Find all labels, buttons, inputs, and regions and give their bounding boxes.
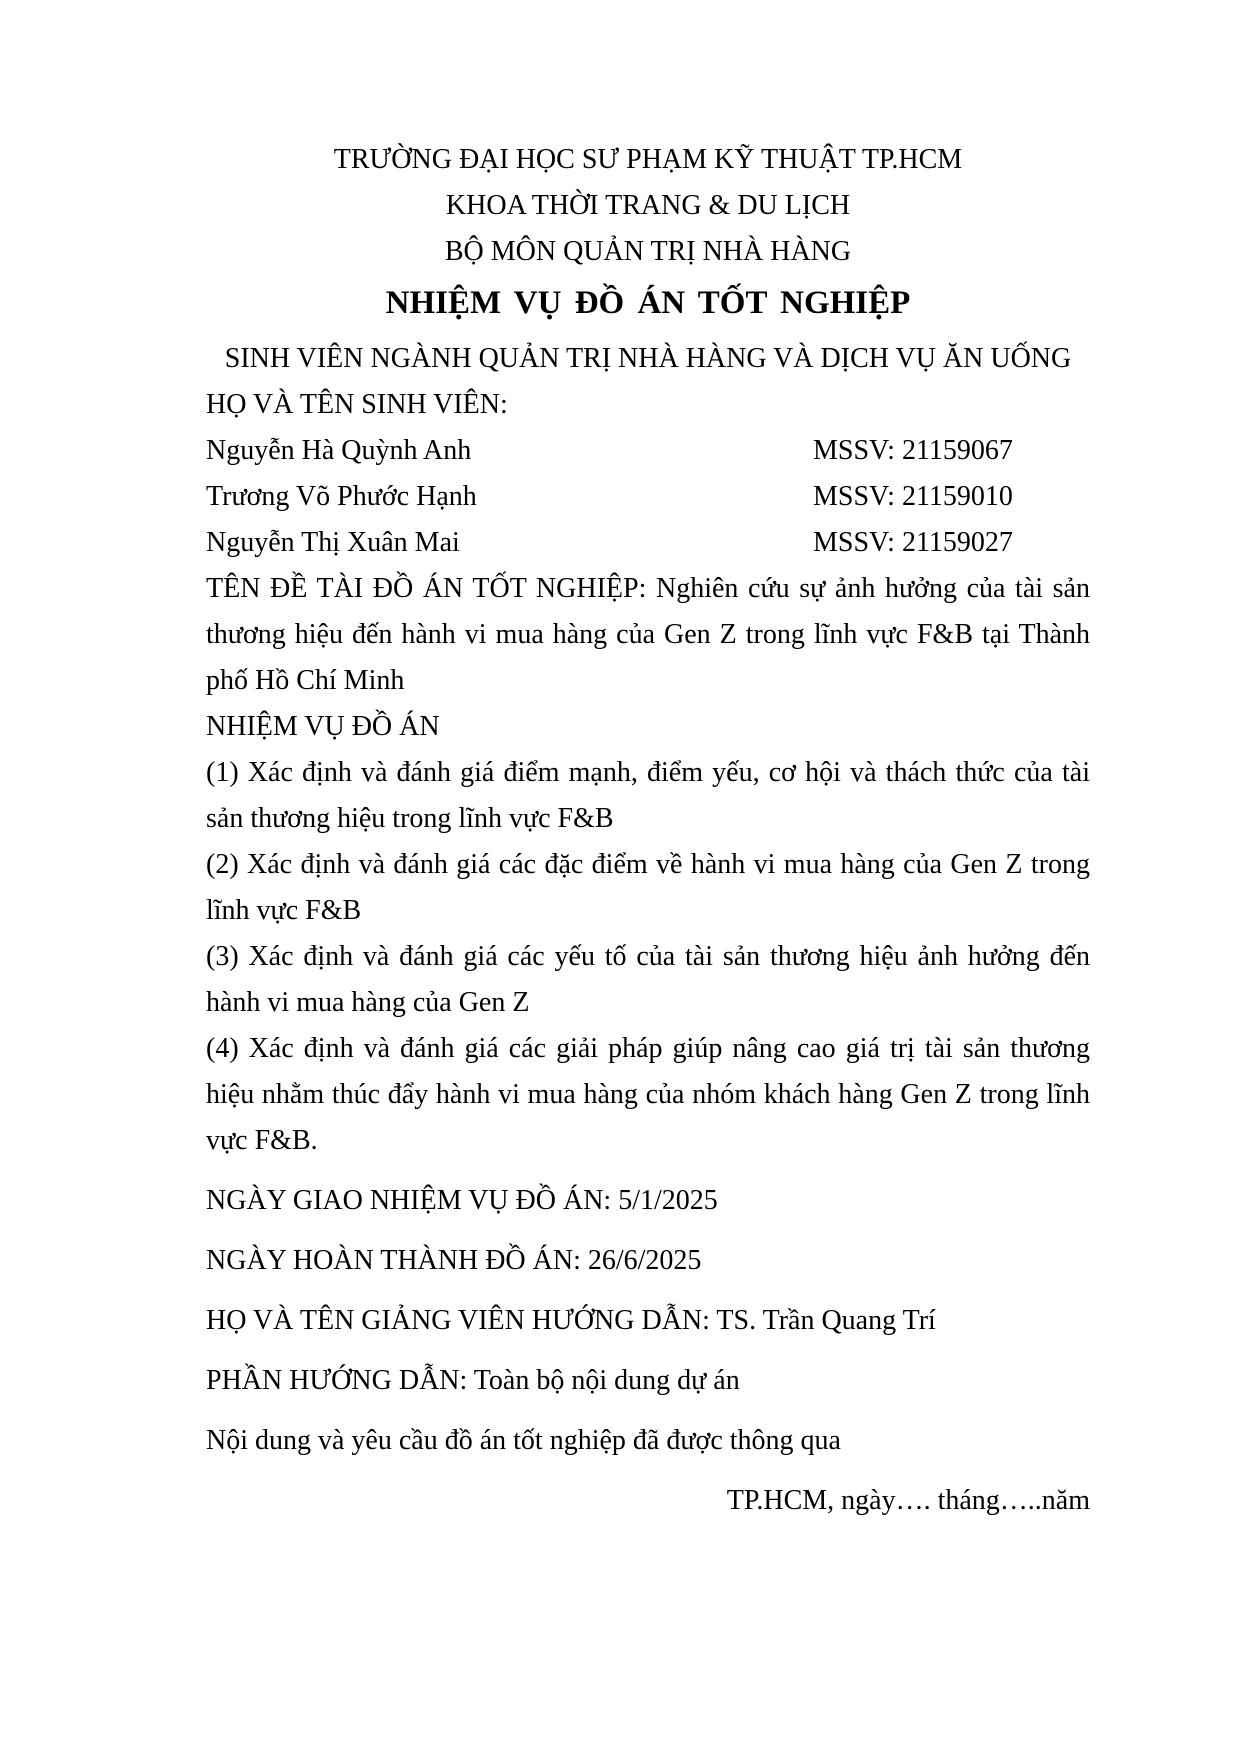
closing-section [206,1178,1090,1524]
document-title: NHIỆM VỤ ĐỒ ÁN TỐT NGHIỆP [385,285,911,321]
student-id: MSSV: 21159027 [813,527,1013,558]
student-row [206,520,1090,566]
student-id: MSSV: 21159010 [813,481,1013,512]
assignment-date: NGÀY GIAO NHIỆM VỤ ĐỒ ÁN: 5/1/2025 [206,1185,718,1216]
task-item-2: (2) Xác định và đánh giá các đặc điểm về hành vi mua hàng của Gen Z trong lĩnh vực F&B [206,849,1090,926]
student-name: Nguyễn Thị Xuân Mai [206,527,460,558]
completion-date: NGÀY HOÀN THÀNH ĐỒ ÁN: 26/6/2025 [206,1245,702,1276]
task-item-1: (1) Xác định và đánh giá điểm mạnh, điểm yếu, cơ hội và thách thức của tài sản thương hiệu trong lĩnh vực F&B [206,757,1090,834]
department-name: BỘ MÔN QUẢN TRỊ NHÀ HÀNG [444,236,852,267]
advisor-name: HỌ VÀ TÊN GIẢNG VIÊN HƯỚNG DẪN: TS. Trần Quang Trí [206,1305,936,1336]
approval-note: Nội dung và yêu cầu đồ án tốt nghiệp đã được thông qua [206,1425,841,1456]
university-name: TRƯỜNG ĐẠI HỌC SƯ PHẠM KỸ THUẬT TP.HCM [333,144,963,175]
students-label: HỌ VÀ TÊN SINH VIÊN: [206,389,508,420]
program-subtitle: SINH VIÊN NGÀNH QUẢN TRỊ NHÀ HÀNG VÀ DỊCH VỤ ĂN UỐNG [224,343,1072,374]
thesis-topic: TÊN ĐỀ TÀI ĐỒ ÁN TỐT NGHIỆP: Nghiên cứu sự ảnh hưởng của tài sản thương hiệu đến hành vi mua hàng của Gen Z trong lĩnh vực F&B tại Thành phố Hồ Chí Minh [206,573,1090,696]
place-date-line: TP.HCM, ngày…. tháng…..năm [726,1485,1090,1516]
faculty-name: KHOA THỜI TRANG & DU LỊCH [445,190,851,221]
student-row [206,428,1090,474]
student-name: Trương Võ Phước Hạnh [206,481,477,512]
student-id: MSSV: 21159067 [813,435,1013,466]
task-item-3: (3) Xác định và đánh giá các yếu tố của tài sản thương hiệu ảnh hưởng đến hành vi mua hàng của Gen Z [206,941,1090,1018]
task-item-4: (4) Xác định và đánh giá các giải pháp giúp nâng cao giá trị tài sản thương hiệu nhằm thúc đẩy hành vi mua hàng của nhóm khách hàng Gen Z trong lĩnh vực F&B. [206,1033,1090,1156]
student-name: Nguyễn Hà Quỳnh Anh [206,435,472,466]
guidance-scope: PHẦN HƯỚNG DẪN: Toàn bộ nội dung dự án [206,1365,740,1396]
tasks-label: NHIỆM VỤ ĐỒ ÁN [206,711,440,742]
student-row [206,474,1090,520]
